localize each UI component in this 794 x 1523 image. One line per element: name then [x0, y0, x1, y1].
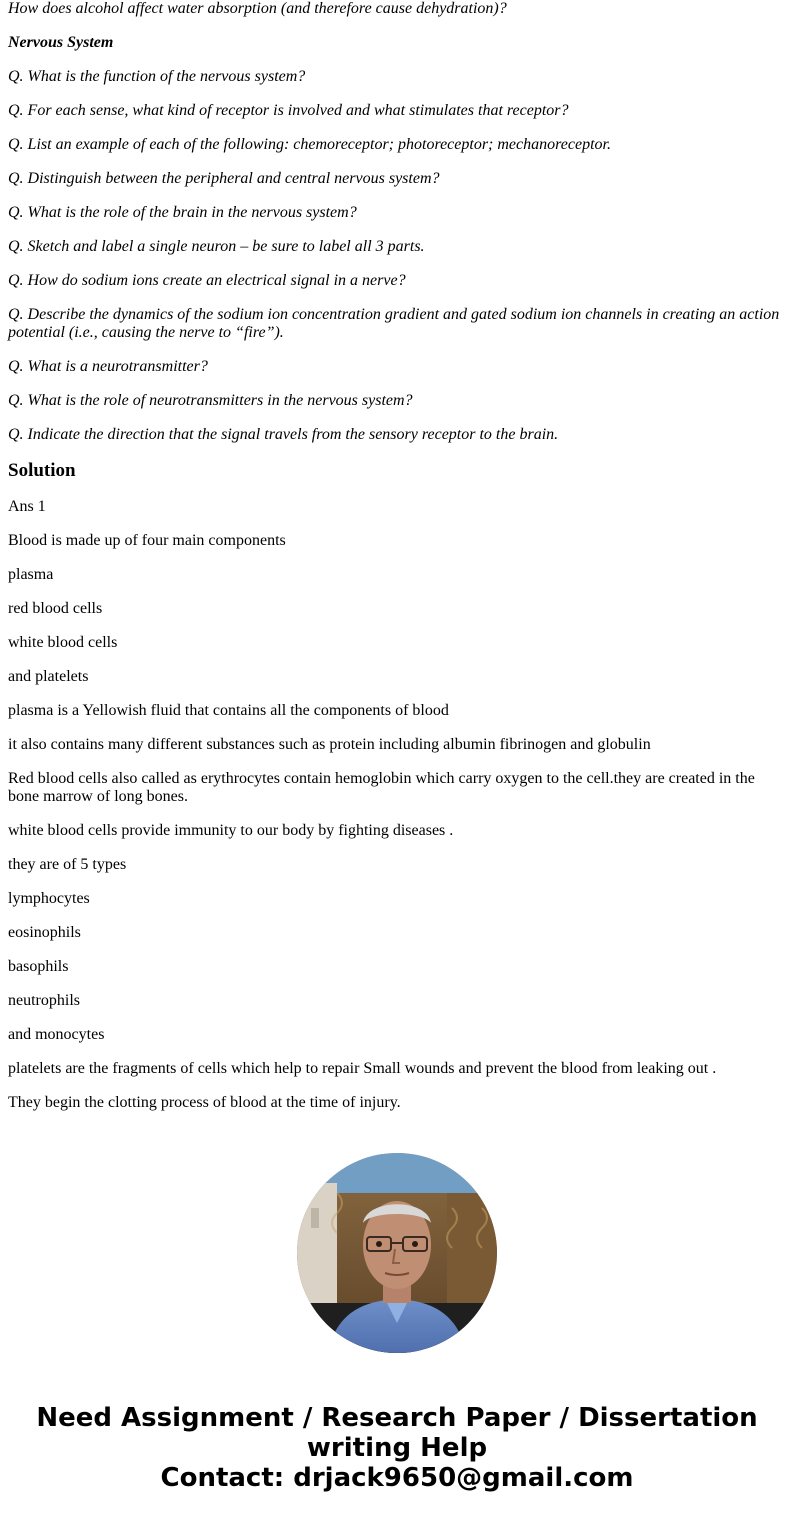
question-item: Q. What is the role of neurotransmitters in the nervous system? [8, 392, 413, 409]
answer-paragraph: white blood cells provide immunity to our body by fighting diseases . [8, 822, 454, 839]
question-item: Q. What is the function of the nervous system? [8, 68, 306, 85]
question-item: Q. For each sense, what kind of receptor is involved and what stimulates that receptor? [8, 102, 569, 119]
answer-paragraph: platelets are the fragments of cells which help to repair Small wounds and prevent the blood from leaking out . [8, 1060, 717, 1077]
solution-heading: Solution [8, 460, 76, 481]
answer-paragraph: eosinophils [8, 924, 81, 941]
question-item: Q. How do sodium ions create an electrical signal in a nerve? [8, 272, 406, 289]
question-item: Q. Distinguish between the peripheral and central nervous system? [8, 170, 440, 187]
document-content [8, 0, 786, 1128]
answer-paragraph: and monocytes [8, 1026, 105, 1043]
answer-paragraph: white blood cells [8, 634, 118, 651]
avatar [297, 1153, 497, 1353]
answer-paragraph: neutrophils [8, 992, 80, 1009]
question-item: Q. Describe the dynamics of the sodium ion concentration gradient and gated sodium ion channels in creating an action potential (i.e., causing the nerve to “fire”). [8, 306, 780, 341]
answer-paragraph: red blood cells [8, 600, 103, 617]
section-title: Nervous System [8, 34, 114, 51]
question-item: Q. Indicate the direction that the signal travels from the sensory receptor to the brain. [8, 426, 559, 443]
answer-paragraph: Blood is made up of four main components [8, 532, 286, 549]
answer-paragraph: basophils [8, 958, 69, 975]
question-item: Q. What is the role of the brain in the nervous system? [8, 204, 357, 221]
answer-paragraph: and platelets [8, 668, 89, 685]
question-item: Q. Sketch and label a single neuron – be sure to label all 3 parts. [8, 238, 425, 255]
answer-paragraph: lymphocytes [8, 890, 90, 907]
question-item: Q. List an example of each of the following: chemoreceptor; photoreceptor; mechanoreceptor. [8, 136, 611, 153]
answer-paragraph: plasma is a Yellowish fluid that contains all the components of blood [8, 702, 449, 719]
question-cut-line: How does alcohol affect water absorption (and therefore cause dehydration)? [8, 0, 507, 17]
promo-help-text: Need Assignment / Research Paper / Dissertation writing Help [36, 1403, 758, 1463]
answer-paragraph: they are of 5 types [8, 856, 127, 873]
promo-contact-text: Contact: drjack9650@gmail.com [160, 1463, 634, 1493]
answer-paragraph: plasma [8, 566, 54, 583]
answer-paragraph: They begin the clotting process of blood at the time of injury. [8, 1094, 401, 1111]
answer-paragraph: it also contains many different substances such as protein including albumin fibrinogen and globulin [8, 736, 651, 753]
answer-paragraph: Red blood cells also called as erythrocytes contain hemoglobin which carry oxygen to the cell.they are created in the bone marrow of long bones. [8, 770, 755, 805]
avatar-photo [297, 1153, 497, 1353]
answer-paragraph: Ans 1 [8, 498, 46, 515]
promo-banner [0, 1403, 794, 1493]
question-item: Q. What is a neurotransmitter? [8, 358, 208, 375]
